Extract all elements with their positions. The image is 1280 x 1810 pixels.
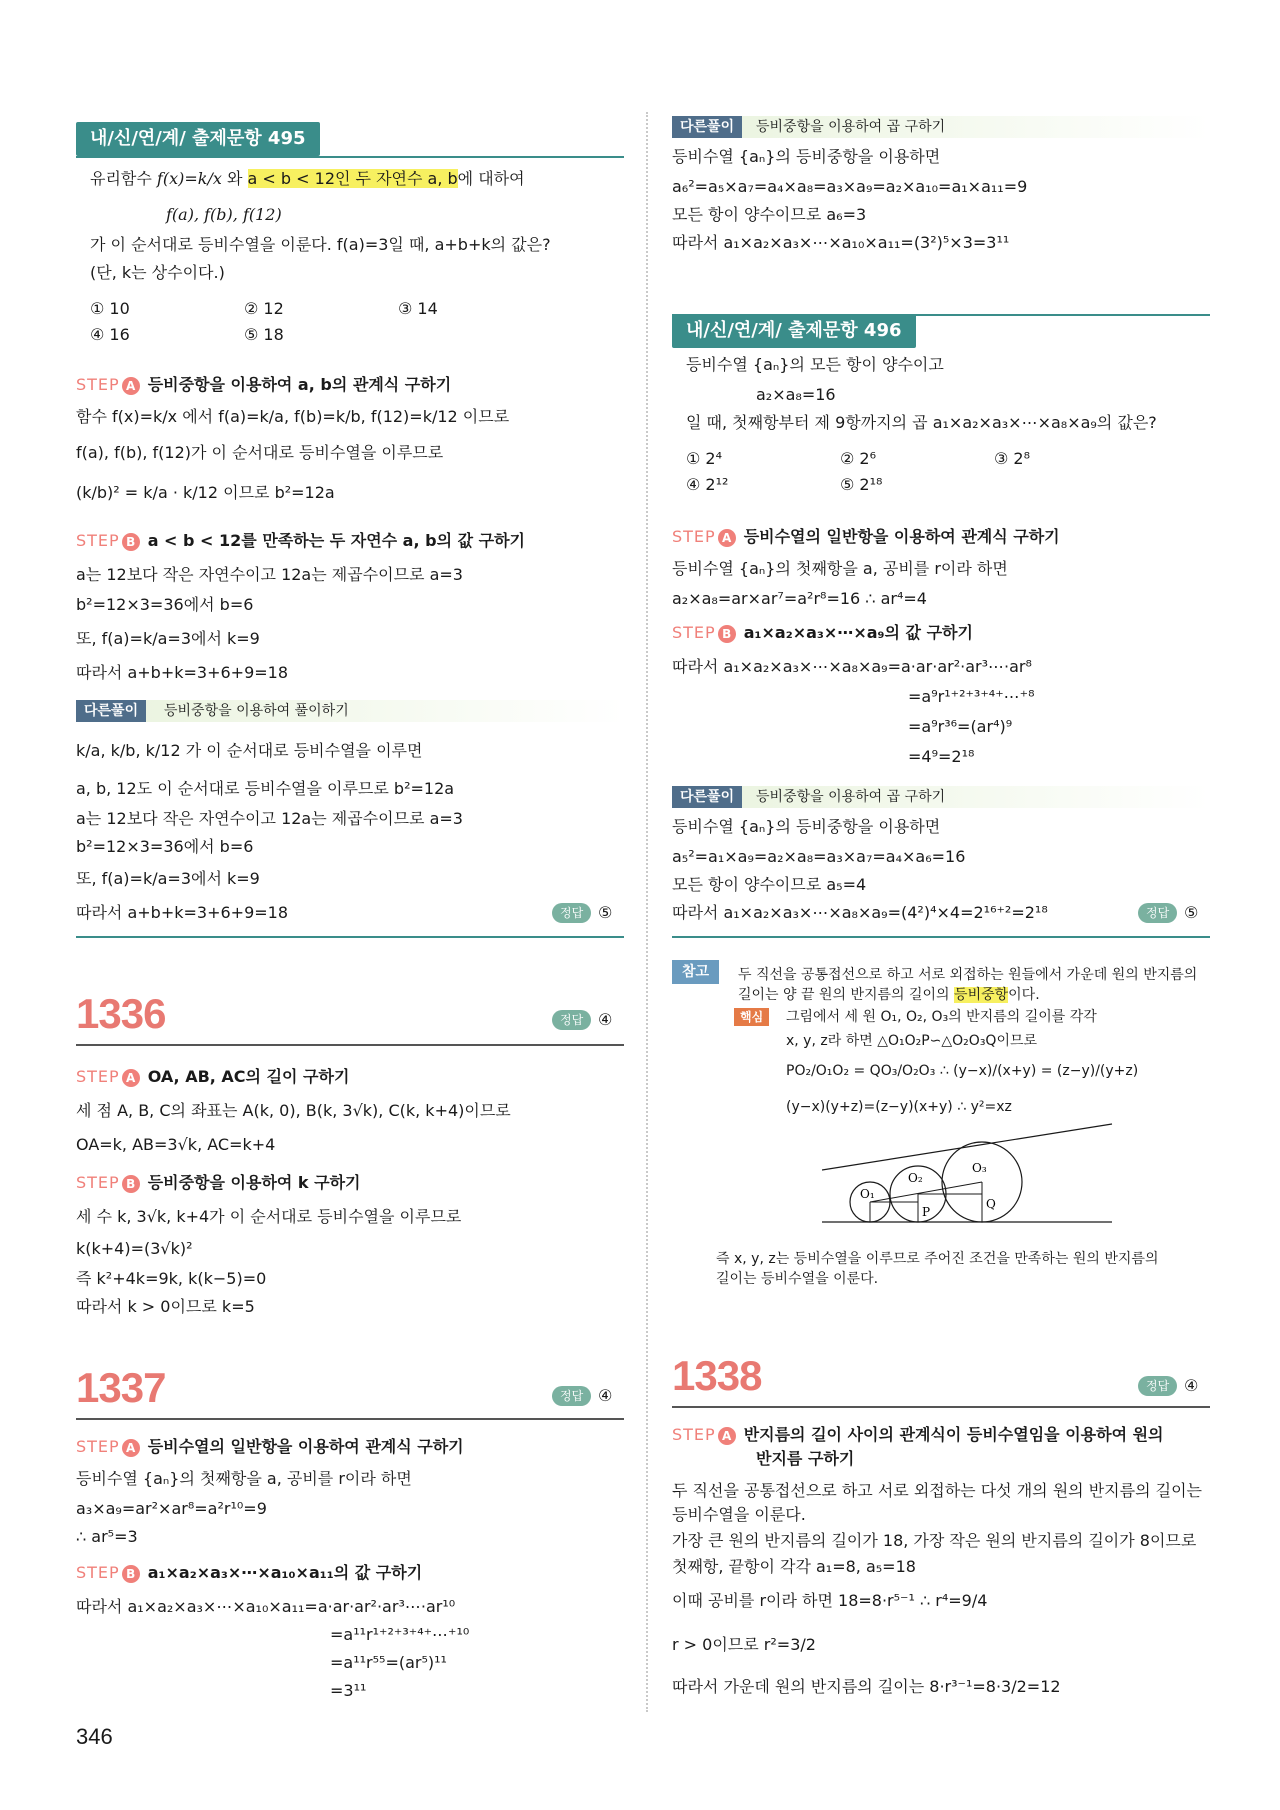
step-a-title: 등비수열의 일반항을 이용하여 관계식 구하기 <box>743 527 1060 546</box>
core-line-3: PO₂/O₁O₂ = QO₃/O₂O₃ ∴ (y−x)/(x+y) = (z−y)/(y+z) <box>786 1063 1139 1079</box>
question-line-3: 일 때, 첫째항부터 제 9항까지의 곱 a₁×a₂×a₃×⋯×a₈×a₉의 값은? <box>686 413 1157 432</box>
step-b-heading: STEP B 등비중항을 이용하여 k 구하기 <box>76 1173 361 1192</box>
step-b-title: a₁×a₂×a₃×⋯×a₉의 값 구하기 <box>743 623 973 642</box>
step-a-line-3: ∴ ar⁵=3 <box>76 1527 138 1546</box>
step-b-line-2: k(k+4)=(3√k)² <box>76 1239 193 1258</box>
answer-value: ④ <box>598 1010 613 1029</box>
q-text: 유리함수 <box>90 169 157 188</box>
step-a-line-2: OA=k, AB=3√k, AC=k+4 <box>76 1135 276 1154</box>
step-b-line-3: =a¹¹r⁵⁵=(ar⁵)¹¹ <box>330 1653 447 1672</box>
question-line-1 <box>90 168 525 190</box>
alt-solution-title: 등비중항을 이용하여 곱 구하기 <box>756 119 946 135</box>
note-highlight: 등비중항 <box>954 987 1009 1003</box>
q-highlight: a < b < 12인 두 자연수 a, b <box>247 169 458 188</box>
alt-line-4: 따라서 a₁×a₂×a₃×⋯×a₈×a₉=(4²)⁴×4=2¹⁶⁺²=2¹⁸ <box>672 903 1048 922</box>
choice-1: ① 10 <box>90 299 130 318</box>
choice-1: ① 2⁴ <box>686 449 723 468</box>
alt-solution-tag: 다른풀이 <box>76 700 146 722</box>
step-b-line-4: =3¹¹ <box>330 1681 367 1700</box>
problem-496-tag: 내/신/연/계/ 출제문항 496 <box>672 314 916 348</box>
choice-3: ③ 2⁸ <box>994 449 1031 468</box>
problem-rule <box>672 1406 1210 1408</box>
problem-number-1336: 1336 <box>76 990 166 1037</box>
alt-line-2: a₅²=a₁×a₉=a₂×a₈=a₃×a₇=a₄×a₆=16 <box>672 847 966 866</box>
step-b-line-2: b²=12×3=36에서 b=6 <box>76 595 254 614</box>
alt-line-2: a, b, 12도 이 순서대로 등비수열을 이루므로 b²=12a <box>76 779 455 798</box>
alt-solution-title: 등비중항을 이용하여 풀이하기 <box>164 703 349 719</box>
answer-label: 정답 <box>552 1010 591 1030</box>
problem-number-1337: 1337 <box>76 1364 166 1411</box>
step-b-title: 등비중항을 이용하여 k 구하기 <box>147 1173 361 1192</box>
choice-4: ④ 2¹² <box>686 475 729 494</box>
step-a-title-cont: 반지름 구하기 <box>756 1449 855 1468</box>
label-o2: O₂ <box>908 1171 923 1185</box>
q-text: 와 <box>221 169 248 188</box>
step-b-line-4: =4⁹=2¹⁸ <box>908 747 975 766</box>
question-line-4: (단, k는 상수이다.) <box>90 263 225 282</box>
step-a-line-1: 함수 f(x)=k/x 에서 f(a)=k/a, f(b)=k/b, f(12)=k/12 이므로 <box>76 407 510 426</box>
step-a-line-1: 등비수열 {aₙ}의 첫째항을 a, 공비를 r이라 하면 <box>76 1469 412 1488</box>
step-a-line-2: a₂×a₈=ar×ar⁷=a²r⁸=16 ∴ ar⁴=4 <box>672 589 927 608</box>
alt-solution-tag: 다른풀이 <box>672 116 742 138</box>
problem-rule <box>76 1418 624 1420</box>
alt-line-4: b²=12×3=36에서 b=6 <box>76 837 254 856</box>
step-b-line-2: =a¹¹r¹⁺²⁺³⁺⁴⁺⋯⁺¹⁰ <box>330 1625 470 1644</box>
step-a-title: OA, AB, AC의 길이 구하기 <box>147 1067 350 1086</box>
step-a-heading: STEP A 반지름의 길이 사이의 관계식이 등비수열임을 이용하여 원의 <box>672 1425 1164 1444</box>
note-line-1: 두 직선을 공통접선으로 하고 서로 외접하는 원들에서 가운데 원의 반지름의 <box>738 967 1198 983</box>
solution-line-2: 등비수열을 이룬다. <box>672 1505 806 1524</box>
step-b-title: a < b < 12를 만족하는 두 자연수 a, b의 값 구하기 <box>147 531 526 550</box>
section-bottom-rule <box>76 936 624 938</box>
core-line-2: x, y, z라 하면 △O₁O₂P∽△O₂O₃Q이므로 <box>786 1033 1038 1049</box>
core-line-4: (y−x)(y+z)=(z−y)(x+y) ∴ y²=xz <box>786 1099 1012 1115</box>
problem-495-tag: 내/신/연/계/ 출제문항 495 <box>76 122 320 156</box>
step-a-title: 등비수열의 일반항을 이용하여 관계식 구하기 <box>147 1437 464 1456</box>
page-number: 346 <box>76 1724 113 1749</box>
choice-4: ④ 16 <box>90 325 130 344</box>
step-b-heading: STEP B a₁×a₂×a₃×⋯×a₁₀×a₁₁의 값 구하기 <box>76 1563 423 1582</box>
question-line-2: f(a), f(b), f(12) <box>166 205 282 224</box>
step-b-line-3: =a⁹r³⁶=(ar⁴)⁹ <box>908 717 1013 736</box>
label-q: Q <box>986 1197 996 1211</box>
step-b-line-2: =a⁹r¹⁺²⁺³⁺⁴⁺⋯⁺⁸ <box>908 687 1035 706</box>
step-b-heading: STEP B a < b < 12를 만족하는 두 자연수 a, b의 값 구하기 <box>76 531 526 550</box>
alt-solution-title: 등비중항을 이용하여 곱 구하기 <box>756 789 946 805</box>
step-b-line-1: a는 12보다 작은 자연수이고 12a는 제곱수이므로 a=3 <box>76 565 463 584</box>
step-a-line-2: f(a), f(b), f(12)가 이 순서대로 등비수열을 이루므로 <box>76 443 444 462</box>
step-a-line-2: a₃×a₉=ar²×ar⁸=a²r¹⁰=9 <box>76 1499 267 1518</box>
alt-line-1: 등비수열 {aₙ}의 등비중항을 이용하면 <box>672 817 941 836</box>
alt-solution-tag: 다른풀이 <box>672 786 742 808</box>
question-line-2: a₂×a₈=16 <box>756 385 836 404</box>
solution-line-1: 두 직선을 공통접선으로 하고 서로 외접하는 다섯 개의 원의 반지름의 길이는 <box>672 1481 1202 1500</box>
alt-line-3: a는 12보다 작은 자연수이고 12a는 제곱수이므로 a=3 <box>76 809 463 828</box>
step-a-heading: STEP A 등비중항을 이용하여 a, b의 관계식 구하기 <box>76 375 452 394</box>
choice-2: ② 12 <box>244 299 284 318</box>
alt-line-2: a₆²=a₅×a₇=a₄×a₈=a₃×a₉=a₂×a₁₀=a₁×a₁₁=9 <box>672 177 1028 196</box>
answer-value: ⑤ <box>1184 903 1199 922</box>
q-text: 에 대하여 <box>457 169 525 188</box>
answer-value: ⑤ <box>598 903 613 922</box>
alt-line-1: 등비수열 {aₙ}의 등비중항을 이용하면 <box>672 147 941 166</box>
label-o3: O₃ <box>972 1161 987 1175</box>
alt-line-1: k/a, k/b, k/12 가 이 순서대로 등비수열을 이루면 <box>76 741 423 760</box>
step-a-heading: STEP A OA, AB, AC의 길이 구하기 <box>76 1067 350 1086</box>
answer-label: 정답 <box>1138 903 1177 923</box>
step-a-line-1: 등비수열 {aₙ}의 첫째항을 a, 공비를 r이라 하면 <box>672 559 1008 578</box>
question-line-1: 등비수열 {aₙ}의 모든 항이 양수이고 <box>686 355 944 374</box>
note-end-line-2: 길이는 등비수열을 이룬다. <box>716 1271 879 1287</box>
core-tag: 핵심 <box>734 1008 769 1026</box>
step-a-heading: STEP A 등비수열의 일반항을 이용하여 관계식 구하기 <box>76 1437 464 1456</box>
note-end-line-1: 즉 x, y, z는 등비수열을 이루므로 주어진 조건을 만족하는 원의 반지름의 <box>716 1251 1159 1267</box>
alt-line-4: 따라서 a₁×a₂×a₃×⋯×a₁₀×a₁₁=(3²)⁵×3=3¹¹ <box>672 233 1010 252</box>
choice-5: ⑤ 2¹⁸ <box>840 475 883 494</box>
choice-3: ③ 14 <box>398 299 438 318</box>
step-a-line-1: 세 점 A, B, C의 좌표는 A(k, 0), B(k, 3√k), C(k, k+4)이므로 <box>76 1101 511 1120</box>
column-divider <box>646 112 648 1712</box>
step-b-line-4: 따라서 k > 0이므로 k=5 <box>76 1297 255 1316</box>
choice-5: ⑤ 18 <box>244 325 284 344</box>
solution-line-5: 이때 공비를 r이라 하면 18=8·r⁵⁻¹ ∴ r⁴=9/4 <box>672 1591 988 1610</box>
step-b-line-1: 세 수 k, 3√k, k+4가 이 순서대로 등비수열을 이루므로 <box>76 1207 462 1226</box>
note-line-2 <box>738 984 1040 1006</box>
answer-value: ④ <box>598 1386 613 1405</box>
label-p: P <box>922 1205 931 1219</box>
problem-rule <box>76 1044 624 1046</box>
alt-band <box>76 700 624 722</box>
step-a-title: 반지름의 길이 사이의 관계식이 등비수열임을 이용하여 원의 <box>743 1425 1164 1444</box>
question-line-3: 가 이 순서대로 등비수열을 이룬다. f(a)=3일 때, a+b+k의 값은? <box>90 235 551 254</box>
tangent-circles-figure <box>822 1120 1122 1240</box>
label-o1: O₁ <box>860 1187 875 1201</box>
step-b-line-3: 또, f(a)=k/a=3에서 k=9 <box>76 629 260 648</box>
solution-line-3: 가장 큰 원의 반지름의 길이가 18, 가장 작은 원의 반지름의 길이가 8이므로 <box>672 1531 1197 1550</box>
alt-line-3: 모든 항이 양수이므로 a₅=4 <box>672 875 867 894</box>
answer-label: 정답 <box>1138 1376 1177 1396</box>
solution-line-6: r > 0이므로 r²=3/2 <box>672 1635 816 1654</box>
answer-value: ④ <box>1184 1376 1199 1395</box>
solution-line-4: 첫째항, 끝항이 각각 a₁=8, a₅=18 <box>672 1557 916 1576</box>
step-a-line-3: (k/b)² = k/a · k/12 이므로 b²=12a <box>76 483 335 502</box>
solution-line-7: 따라서 가운데 원의 반지름의 길이는 8·r³⁻¹=8·3/2=12 <box>672 1677 1061 1696</box>
note-text: 이다. <box>1008 987 1040 1003</box>
alt-line-5: 또, f(a)=k/a=3에서 k=9 <box>76 869 260 888</box>
step-a-heading: STEP A 등비수열의 일반항을 이용하여 관계식 구하기 <box>672 527 1060 546</box>
step-b-line-1: 따라서 a₁×a₂×a₃×⋯×a₁₀×a₁₁=a·ar·ar²·ar³⋯·ar¹⁰ <box>76 1597 456 1616</box>
step-b-title: a₁×a₂×a₃×⋯×a₁₀×a₁₁의 값 구하기 <box>147 1563 423 1582</box>
step-b-line-3: 즉 k²+4k=9k, k(k−5)=0 <box>76 1269 267 1288</box>
alt-line-3: 모든 항이 양수이므로 a₆=3 <box>672 205 867 224</box>
step-a-title: 등비중항을 이용하여 a, b의 관계식 구하기 <box>147 375 452 394</box>
alt-line-6: 따라서 a+b+k=3+6+9=18 <box>76 903 289 922</box>
section-bottom-rule <box>672 936 1210 938</box>
choice-2: ② 2⁶ <box>840 449 877 468</box>
answer-label: 정답 <box>552 903 591 923</box>
problem-number-1338: 1338 <box>672 1352 762 1399</box>
note-text: 길이는 양 끝 원의 반지름의 길이의 <box>738 987 955 1003</box>
core-line-1: 그림에서 세 원 O₁, O₂, O₃의 반지름의 길이를 각각 <box>786 1009 1097 1025</box>
step-b-line-1: 따라서 a₁×a₂×a₃×⋯×a₈×a₉=a·ar·ar²·ar³⋯·ar⁸ <box>672 657 1032 676</box>
step-b-heading: STEP B a₁×a₂×a₃×⋯×a₉의 값 구하기 <box>672 623 973 642</box>
tag-underline <box>76 156 624 158</box>
step-b-line-4: 따라서 a+b+k=3+6+9=18 <box>76 663 289 682</box>
q-func: f(x)=k/x <box>156 169 222 188</box>
note-tag: 참고 <box>672 960 719 984</box>
answer-label: 정답 <box>552 1386 591 1406</box>
